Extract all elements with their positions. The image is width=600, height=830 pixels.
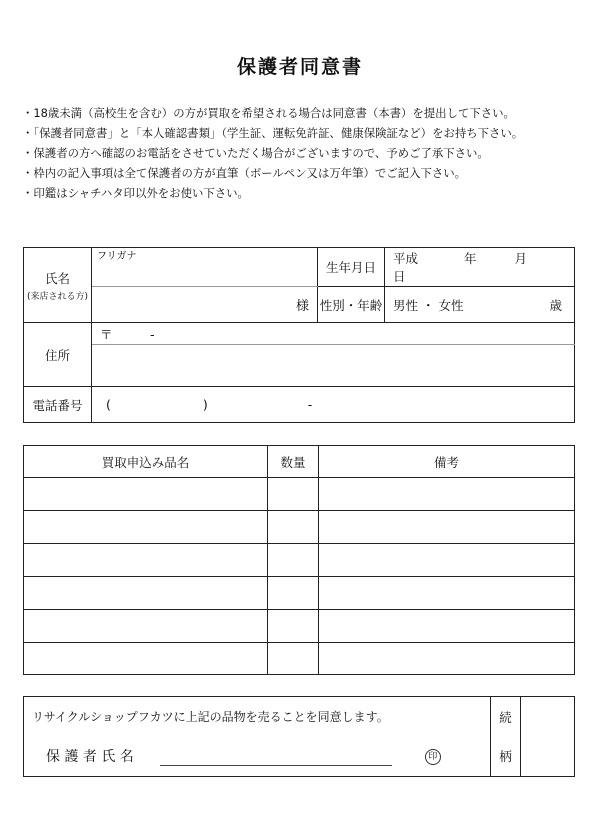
qty-cell[interactable] bbox=[268, 610, 319, 643]
page-title: 保護者同意書 bbox=[236, 56, 363, 78]
col-note-header: 備考 bbox=[319, 446, 575, 478]
phone-dash: - bbox=[307, 397, 313, 412]
instructions-list bbox=[22, 103, 592, 203]
personal-info-table bbox=[23, 247, 575, 423]
guardian-name-label: 保 護 者 氏 名 bbox=[46, 749, 134, 766]
era-label: 平成 bbox=[393, 251, 419, 266]
year-label: 年 bbox=[463, 251, 477, 266]
guardian-signature-line[interactable] bbox=[160, 751, 392, 766]
table-row bbox=[24, 478, 575, 511]
table-row bbox=[24, 577, 575, 610]
note-cell[interactable] bbox=[319, 643, 575, 675]
relation-label-bottom: 柄 bbox=[491, 737, 521, 777]
instruction-item: ・ 印鑑はシャチハタ印以外をお使い下さい。 bbox=[22, 183, 592, 203]
seal-mark: 印 bbox=[425, 749, 441, 765]
postal-field[interactable] bbox=[92, 323, 575, 345]
name-sublabel: (来店される方) bbox=[26, 291, 89, 302]
furigana-field[interactable] bbox=[92, 248, 318, 287]
table-row bbox=[24, 643, 575, 675]
name-label: 氏名 bbox=[44, 270, 70, 286]
address-label-cell bbox=[24, 323, 92, 387]
age-label: 歳 bbox=[549, 297, 562, 313]
instruction-item: ・ 18歳未満（高校生を含む）の方が買取を希望される場合は同意書（本書）を提出して下さい。 bbox=[22, 103, 592, 123]
address-field[interactable] bbox=[92, 345, 575, 387]
gender-options: 男性 ・ 女性 bbox=[393, 297, 464, 313]
sama-label: 様 bbox=[295, 299, 309, 314]
day-label: 日 bbox=[393, 269, 406, 284]
qty-cell[interactable] bbox=[268, 577, 319, 610]
phone-label: 電話番号 bbox=[32, 397, 83, 413]
note-cell[interactable] bbox=[319, 511, 575, 544]
gender-age-field[interactable] bbox=[385, 287, 575, 323]
relation-label-top: 続 bbox=[491, 697, 521, 737]
table-row bbox=[24, 610, 575, 643]
birth-label-cell bbox=[318, 248, 385, 287]
consent-table bbox=[23, 696, 575, 777]
qty-cell[interactable] bbox=[268, 511, 319, 544]
item-cell[interactable] bbox=[24, 577, 268, 610]
note-cell[interactable] bbox=[319, 544, 575, 577]
instruction-item: ・ 「保護者同意書」と「本人確認書類」（学生証、運転免許証、健康保険証など）をお持ち下さい。 bbox=[22, 123, 592, 143]
table-row bbox=[24, 511, 575, 544]
instruction-item: ・ 保護者の方へ確認のお電話をさせていただく場合がございますので、予めご了承下さい。 bbox=[22, 143, 592, 163]
items-table bbox=[23, 445, 575, 675]
gender-age-label-cell bbox=[318, 287, 385, 323]
birthdate-field[interactable] bbox=[385, 248, 575, 287]
birth-label: 生年月日 bbox=[325, 260, 376, 275]
qty-cell[interactable] bbox=[268, 643, 319, 675]
col-qty-header: 数量 bbox=[268, 446, 319, 478]
gender-age-label: 性別・年齢 bbox=[319, 297, 383, 313]
item-cell[interactable] bbox=[24, 610, 268, 643]
qty-cell[interactable] bbox=[268, 544, 319, 577]
note-cell[interactable] bbox=[319, 610, 575, 643]
item-cell[interactable] bbox=[24, 643, 268, 675]
consent-statement-cell bbox=[24, 697, 491, 737]
item-cell[interactable] bbox=[24, 544, 268, 577]
postal-label: 〒 - bbox=[100, 326, 155, 342]
note-cell[interactable] bbox=[319, 478, 575, 511]
furigana-label: フリガナ bbox=[97, 251, 137, 262]
address-label: 住所 bbox=[44, 347, 70, 363]
name-field[interactable] bbox=[92, 287, 318, 323]
col-item-header: 買取申込み品名 bbox=[24, 446, 268, 478]
item-cell[interactable] bbox=[24, 478, 268, 511]
qty-cell[interactable] bbox=[268, 478, 319, 511]
phone-field[interactable] bbox=[92, 387, 575, 423]
name-label-cell bbox=[24, 248, 92, 323]
guardian-signature-cell bbox=[24, 737, 491, 777]
note-cell[interactable] bbox=[319, 577, 575, 610]
phone-paren-open: ( bbox=[106, 397, 111, 412]
phone-label-cell bbox=[24, 387, 92, 423]
instruction-item: ・ 枠内の記入事項は全て保護者の方が直筆（ボールペン又は万年筆）でご記入下さい。 bbox=[22, 163, 592, 183]
month-label: 月 bbox=[514, 251, 527, 266]
item-cell[interactable] bbox=[24, 511, 268, 544]
table-row bbox=[24, 544, 575, 577]
phone-paren-close: ) bbox=[202, 397, 208, 412]
consent-statement: リサイクルショップフカツに上記の品物を売ることを同意します。 bbox=[32, 710, 389, 725]
relation-field[interactable] bbox=[521, 697, 575, 777]
